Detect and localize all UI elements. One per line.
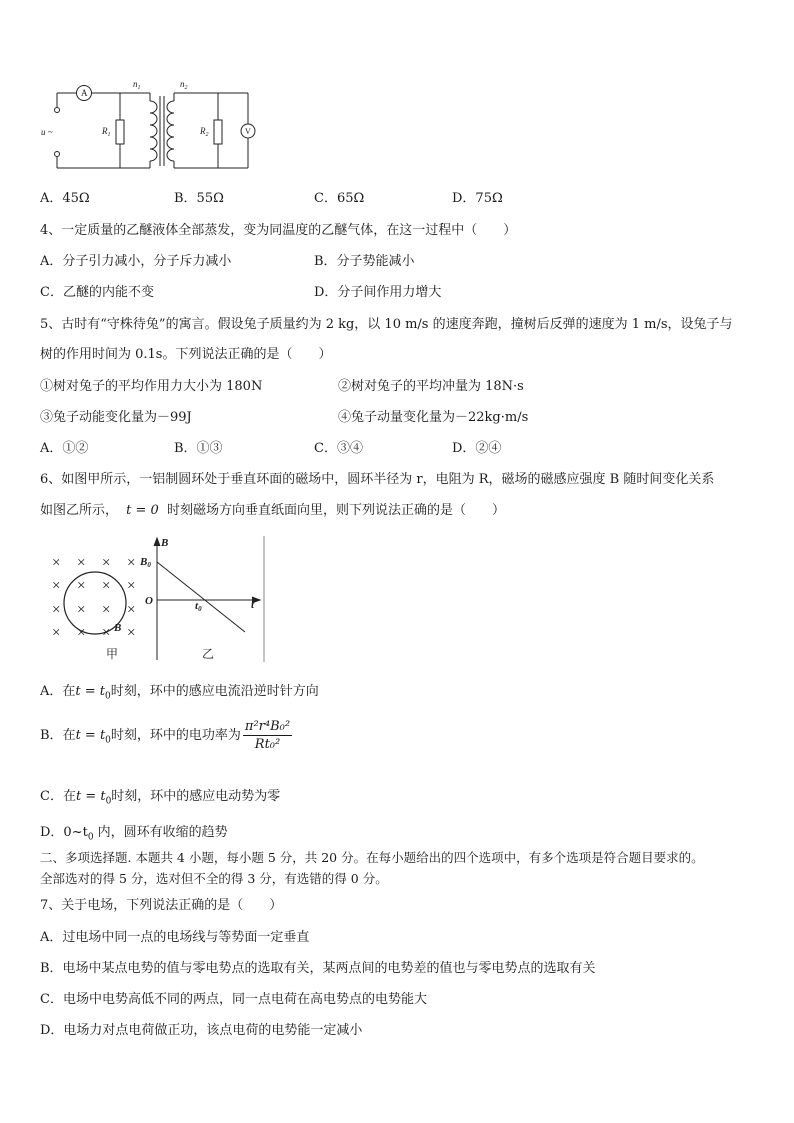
q3-option-b[interactable]: B．55Ω bbox=[174, 191, 224, 206]
q7-option-a[interactable]: A．过电场中同一点的电场线与等势面一定垂直 bbox=[40, 930, 310, 945]
q7-option-c[interactable]: C．电场中电势高低不同的两点，同一点电荷在高电势点的电势能大 bbox=[40, 992, 427, 1007]
axis-b-label: B bbox=[161, 537, 169, 549]
q3-option-d[interactable]: D．75Ω bbox=[452, 191, 503, 206]
q6-stem-line1: 6、如图甲所示，一铝制圆环处于垂直环面的磁场中，圆环半径为 r，电阻为 R，磁场的磁感应强度 B 随时间变化关系 bbox=[40, 472, 715, 487]
q5-statement-3: ③兔子动能变化量为－99J bbox=[40, 410, 192, 425]
field-cross-mark: × bbox=[102, 602, 111, 618]
q6-stem-line2: 如图乙所示， t = 0 时刻磁场方向垂直纸面向里，则下列说法正确的是（ ） bbox=[40, 503, 505, 518]
svg-text:t0: t0 bbox=[195, 600, 202, 613]
q4-stem: 4、一定质量的乙醚液体全部蒸发，变为同温度的乙醚气体，在这一过程中（ ） bbox=[40, 223, 517, 238]
n2-label: n bbox=[180, 79, 185, 89]
svg-text:n1: $n_1$ bbox=[133, 79, 141, 91]
field-cross-mark: × bbox=[52, 555, 61, 571]
magnetic-field-figure bbox=[40, 532, 270, 664]
field-cross-mark: × bbox=[127, 555, 136, 571]
q4-option-d[interactable]: D．分子间作用力增大 bbox=[314, 285, 442, 300]
source-label: u ~ bbox=[41, 127, 53, 137]
t-equals-zero: t = 0 bbox=[126, 503, 159, 518]
section2-heading-line1: 二、多项选择题. 本题共 4 小题，每小题 5 分，共 20 分。在每小题给出的四个选项中，有多个选项是符合题目要求的。 bbox=[40, 850, 704, 865]
r1-label: R bbox=[102, 126, 108, 136]
q5-option-b[interactable]: B．①③ bbox=[174, 441, 223, 456]
q3-option-a[interactable]: A．45Ω bbox=[40, 191, 90, 206]
field-cross-mark: × bbox=[127, 602, 136, 618]
q6-option-b[interactable]: B．在$t = t_0$时刻，环中的电功率为 $\frac{\text{π²r⁴B₀²}}{\text{Rt₀²}}$ bbox=[40, 719, 291, 752]
ammeter-label: A bbox=[81, 88, 88, 98]
field-cross-mark: × bbox=[77, 555, 86, 571]
label-jia: 甲 bbox=[106, 647, 119, 661]
q5-option-c[interactable]: C．③④ bbox=[314, 441, 363, 456]
q5-option-a[interactable]: A．①② bbox=[40, 441, 89, 456]
label-yi: 乙 bbox=[202, 647, 215, 661]
field-cross-mark: × bbox=[102, 578, 111, 594]
b0-label: B bbox=[140, 556, 148, 568]
t0-label: t bbox=[195, 600, 199, 612]
q6-option-d[interactable]: D．$0\sim t_0$ 内，圆环有收缩的趋势 bbox=[40, 825, 228, 843]
q5-stem-line1: 5、古时有“守株待兔”的寓言。假设兔子质量约为 2 kg，以 10 m/s 的速度奔跑，撞树后反弹的速度为 1 m/s，设兔子与 bbox=[40, 317, 733, 332]
q3-option-c[interactable]: C．65Ω bbox=[314, 191, 365, 206]
field-cross-mark: × bbox=[52, 625, 61, 641]
axis-t-label: t bbox=[251, 599, 255, 611]
q5-option-d[interactable]: D．②④ bbox=[452, 441, 502, 456]
voltmeter-label: V bbox=[245, 127, 251, 136]
svg-text:B0: B0 bbox=[140, 556, 151, 569]
field-cross-mark: × bbox=[102, 555, 111, 571]
field-cross-mark: × bbox=[77, 625, 86, 641]
q4-option-b[interactable]: B．分子势能减小 bbox=[314, 254, 415, 269]
transformer-circuit-diagram bbox=[40, 76, 270, 176]
origin-label: O bbox=[145, 595, 153, 607]
q6-option-a[interactable]: A．在$t = t_0$时刻，环中的感应电流沿逆时针方向 bbox=[40, 684, 319, 702]
field-cross-mark: × bbox=[102, 625, 111, 641]
field-cross-mark: × bbox=[77, 578, 86, 594]
b-t-line bbox=[157, 562, 245, 632]
field-cross-mark: × bbox=[52, 578, 61, 594]
q7-stem: 7、关于电场，下列说法正确的是（ ） bbox=[40, 898, 283, 913]
ring-b-label: B bbox=[114, 622, 122, 634]
q7-option-b[interactable]: B．电场中某点电势的值与零电势点的选取有关，某两点间的电势差的值也与零电势点的选取有关 bbox=[40, 961, 596, 976]
q5-stem-line2: 树的作用时间为 0.1s。下列说法正确的是（ ） bbox=[40, 347, 332, 362]
q7-option-d[interactable]: D．电场力对点电荷做正功，该点电荷的电势能一定减小 bbox=[40, 1023, 363, 1038]
q6-option-c[interactable]: C．在$t = t_0$时刻，环中的感应电动势为零 bbox=[40, 789, 281, 807]
q4-option-c[interactable]: C．乙醚的内能不变 bbox=[40, 285, 154, 300]
power-fraction: $\frac{\text{π²r⁴B₀²}}{\text{Rt₀²}}$ bbox=[244, 719, 291, 752]
svg-text:R1: $R_1$ bbox=[102, 126, 111, 138]
q5-statement-2: ②树对兔子的平均冲量为 18N·s bbox=[338, 379, 524, 394]
field-cross-mark: × bbox=[127, 625, 136, 641]
q5-statement-1: ①树对兔子的平均作用力大小为 180N bbox=[40, 379, 263, 394]
svg-text:R2: $R_2$ bbox=[200, 126, 209, 138]
field-cross-mark: × bbox=[52, 602, 61, 618]
r2-label: R bbox=[200, 126, 206, 136]
field-cross-mark: × bbox=[127, 578, 136, 594]
n1-label: n bbox=[133, 79, 138, 89]
q4-option-a[interactable]: A．分子引力减小，分子斥力减小 bbox=[40, 254, 232, 269]
svg-text:n2: $n_2$ bbox=[180, 79, 188, 91]
section2-heading-line2: 全部选对的得 5 分，选对但不全的得 3 分，有选错的得 0 分。 bbox=[40, 871, 388, 886]
field-cross-mark: × bbox=[77, 602, 86, 618]
q5-statement-4: ④兔子动量变化量为－22kg·m/s bbox=[338, 410, 529, 425]
